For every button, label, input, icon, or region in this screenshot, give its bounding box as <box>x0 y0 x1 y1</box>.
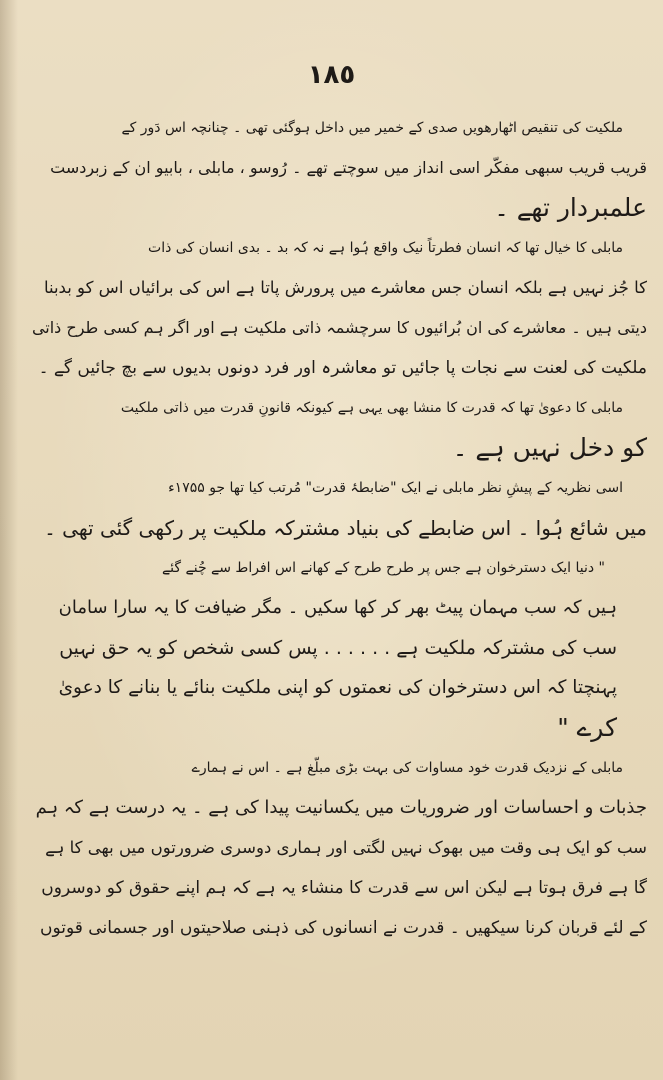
quote-line: سب کی مشترکہ ملکیت ہے . . . . . . پس کسی شخص کو یہ حق نہیں <box>59 637 617 659</box>
text-line: جذبات و احساسات اور ضروریات میں یکسانیت پیدا کی ہے ۔ یہ درست ہے کہ ہم <box>35 797 647 818</box>
text-line: سب کو ایک ہی وقت میں بھوک نہیں لگتی اور ہماری دوسری ضرورتوں میں بھی کا ہے <box>45 838 647 857</box>
text-line: دیتی ہیں ۔ معاشرے کی ان بُرائیوں کا سرچشمہ ذاتی ملکیت ہے اور اگر ہم کسی طرح ذاتی <box>31 318 647 337</box>
text-line: مابلی کا خیال تھا کہ انسان فطرتاً نیک واقع ہُوا ہے نہ کہ بد ۔ بدی انسان کی ذات <box>148 240 623 256</box>
text-line: علمبردار تھے ۔ <box>494 193 647 222</box>
binding-shadow <box>0 0 18 1080</box>
text-line: مابلی کا دعویٰ تھا کہ قدرت کا منشا بھی یہی ہے کیونکہ قانونِ قدرت میں ذاتی ملکیت <box>120 400 623 416</box>
paragraph-4 <box>32 468 647 548</box>
text-line: ملکیت کی لعنت سے نجات پا جائیں تو معاشرہ اور فرد دونوں بدیوں سے بچ جائیں گے ۔ <box>38 358 647 378</box>
body-text <box>32 108 647 948</box>
block-quote <box>32 548 647 748</box>
text-line: اسی نظریہ کے پیشِ نظر مابلی نے ایک "ضابطۂ قدرت" مُرتب کیا تھا جو ۱۷۵۵ء <box>168 480 623 496</box>
text-line: میں شائع ہُوا ۔ اس ضابطے کی بنیاد مشترکہ ملکیت پر رکھی گئی تھی ۔ <box>44 516 647 540</box>
text-line: قریب قریب سبھی مفکّر اسی انداز میں سوچتے تھے ۔ رُوسو ، مابلی ، بابیو ان کے زبردست <box>50 158 647 177</box>
paragraph-3 <box>32 388 647 468</box>
text-line: مابلی کے نزدیک قدرت خود مساوات کی بہت بڑی مبلّغ ہے ۔ اس نے ہمارے <box>191 760 623 776</box>
text-line: گا ہے فرق ہوتا ہے لیکن اس سے قدرت کا منشاء یہ ہے کہ ہم اپنے حقوق کو دوسروں <box>41 878 647 898</box>
paragraph-5 <box>32 748 647 948</box>
quote-line: ہیں کہ سب مہمان پیٹ بھر کر کھا سکیں ۔ مگر ضیافت کا یہ سارا سامان <box>58 597 617 618</box>
text-line: کا جُز نہیں ہے بلکہ انسان جس معاشرے میں پرورش پاتا ہے اس کی برائیاں اس کو بدبنا <box>43 278 647 297</box>
quote-line: کرے " <box>557 713 617 742</box>
paragraph-2 <box>32 228 647 388</box>
text-line: کو دخل نہیں ہے ۔ <box>452 433 647 462</box>
quote-line: " دنیا ایک دسترخوان ہے جس پر طرح طرح کے کھانے اس افراط سے چُنے گئے <box>161 560 605 576</box>
text-line: کے لئے قربان کرنا سیکھیں ۔ قدرت نے انسانوں کی ذہنی صلاحیتوں اور جسمانی قوتوں <box>40 918 647 938</box>
quote-line: پہنچتا کہ اس دسترخوان کی نعمتوں کو اپنی ملکیت بنائے یا بنانے کا دعویٰ <box>58 677 617 698</box>
paragraph-1 <box>32 108 647 228</box>
page-number: ١٨٥ <box>307 60 356 90</box>
text-line: ملکیت کی تنقیص اٹھارھویں صدی کے خمیر میں داخل ہوگئی تھی ۔ چنانچہ اس دَور کے <box>121 120 623 136</box>
